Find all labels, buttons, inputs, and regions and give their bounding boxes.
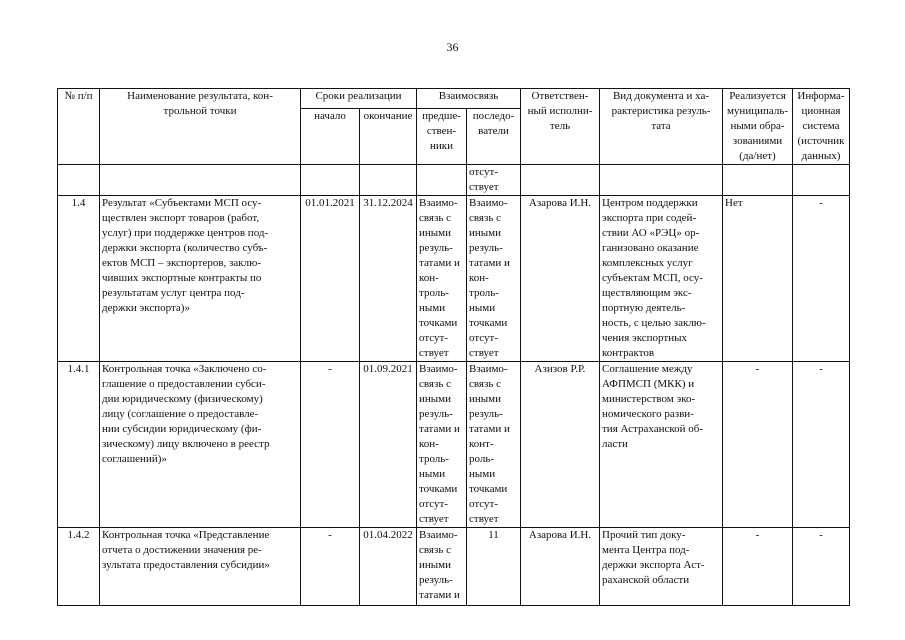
row-municipal: -	[723, 362, 793, 528]
row-name: Контрольная точка «Заключено со- глашение о предоставлении субси- дии юридическому (физическому) лицу (соглашение о предоставле- нии субсидии юридическому (фи- зическому) лицу включено в реестр соглашений)»	[100, 362, 301, 528]
results-table	[57, 88, 850, 606]
row-end: 31.12.2024	[360, 196, 417, 362]
row-municipal: -	[723, 528, 793, 606]
table-row	[58, 528, 850, 606]
carry-doc-type	[600, 165, 723, 196]
carry-over-row	[58, 165, 850, 196]
carry-num	[58, 165, 100, 196]
carry-predecessors	[417, 165, 467, 196]
row-num: 1.4	[58, 196, 100, 362]
row-num: 1.4.1	[58, 362, 100, 528]
row-responsible: Азарова И.Н.	[521, 528, 600, 606]
header-start: начало	[301, 109, 360, 165]
header-terms: Сроки реализации	[301, 89, 417, 109]
row-doc-type: Прочий тип доку- мента Центра под- держки экспорта Аст- раханской области	[600, 528, 723, 606]
row-predecessors: Взаимо- связь с иными резуль- татами и кон- троль- ными точками отсут- ствует	[417, 362, 467, 528]
row-info-system: -	[793, 196, 850, 362]
row-predecessors: Взаимо- связь с иными резуль- татами и кон- троль- ными точками отсут- ствует	[417, 196, 467, 362]
row-responsible: Азизов Р.Р.	[521, 362, 600, 528]
row-municipal: Нет	[723, 196, 793, 362]
row-info-system: -	[793, 528, 850, 606]
row-info-system: -	[793, 362, 850, 528]
carry-responsible	[521, 165, 600, 196]
row-responsible: Азарова И.Н.	[521, 196, 600, 362]
header-successors: последо- ватели	[467, 109, 521, 165]
carry-end	[360, 165, 417, 196]
header-name: Наименование результата, кон- трольной точки	[100, 89, 301, 165]
header-responsible: Ответствен- ный исполни- тель	[521, 89, 600, 165]
header-relation: Взаимосвязь	[417, 89, 521, 109]
row-successors: Взаимо- связь с иными резуль- татами и кон- троль- ными точками отсут- ствует	[467, 196, 521, 362]
table-row	[58, 196, 850, 362]
header-doc-type: Вид документа и ха- рактеристика резуль- тата	[600, 89, 723, 165]
row-start: -	[301, 362, 360, 528]
row-end: 01.04.2022	[360, 528, 417, 606]
header-row-1	[58, 89, 850, 109]
row-successors: 11	[467, 528, 521, 606]
carry-municipal	[723, 165, 793, 196]
carry-name	[100, 165, 301, 196]
row-end: 01.09.2021	[360, 362, 417, 528]
header-info-system: Информа- ционная система (источник данных)	[793, 89, 850, 165]
header-num: № п/п	[58, 89, 100, 165]
carry-info-system	[793, 165, 850, 196]
table-row	[58, 362, 850, 528]
row-doc-type: Центром поддержки экспорта при содей- ствии АО «РЭЦ» ор- ганизовано оказание комплексных услуг субъектам МСП, осу- ществляющим экс- портную деятель- ность, с целью заклю- чения экспортных контрактов	[600, 196, 723, 362]
page-number: 36	[446, 40, 459, 54]
row-doc-type: Соглашение между АФПМСП (МКК) и министерством эко- номического разви- тия Астраханской об- ласти	[600, 362, 723, 528]
row-start: -	[301, 528, 360, 606]
row-start: 01.01.2021	[301, 196, 360, 362]
header-end: окончание	[360, 109, 417, 165]
row-name: Результат «Субъектами МСП осу- ществлен экспорт товаров (работ, услуг) при поддержке центров под- держки экспорта (количество субъ- ектов МСП – экспортеров, заклю- чивших экспортные контракты по результатам услуг центра под- держки экспорта)»	[100, 196, 301, 362]
header-municipal: Реализуется муниципаль- ными обра- зованиями (да/нет)	[723, 89, 793, 165]
row-num: 1.4.2	[58, 528, 100, 606]
row-successors: Взаимо- связь с иными резуль- татами и конт- роль- ными точками отсут- ствует	[467, 362, 521, 528]
header-predecessors: предше- ствен- ники	[417, 109, 467, 165]
row-predecessors: Взаимо- связь с иными резуль- татами и	[417, 528, 467, 606]
carry-start	[301, 165, 360, 196]
carry-successors: отсут- ствует	[467, 165, 521, 196]
row-name: Контрольная точка «Представление отчета о достижении значения ре- зультата предоставления субсидии»	[100, 528, 301, 606]
